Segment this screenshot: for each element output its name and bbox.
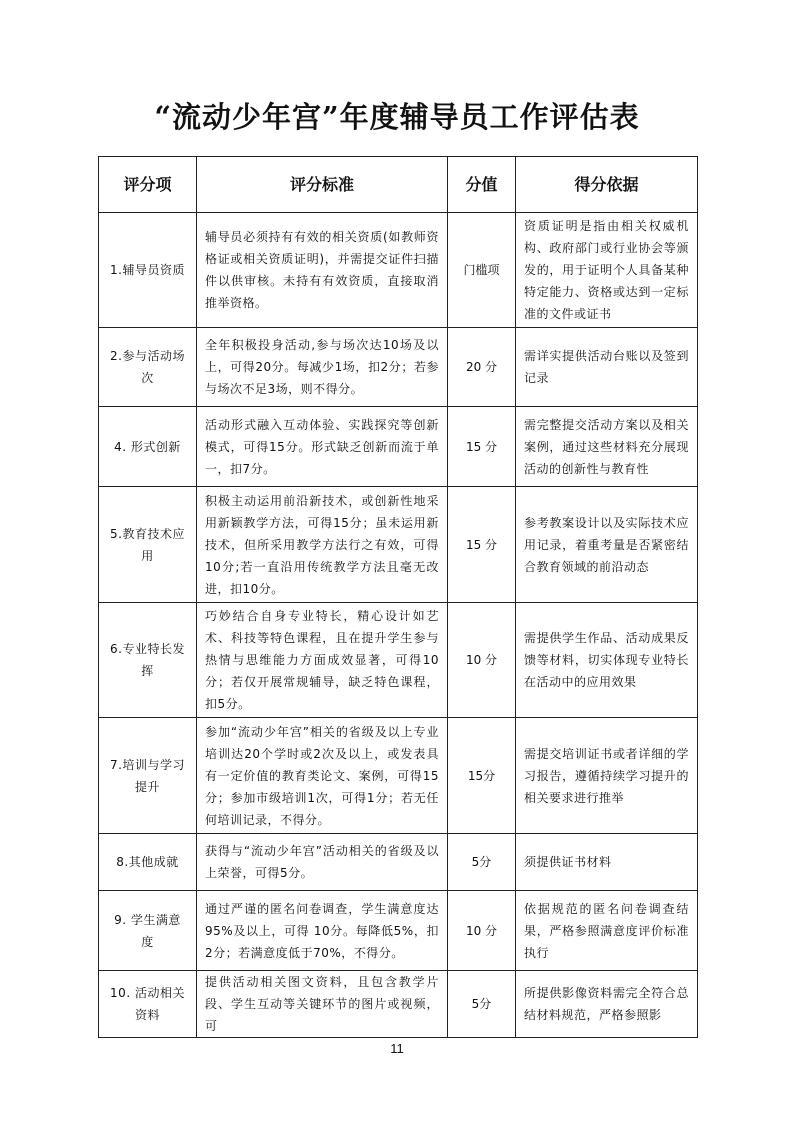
row-basis: 需提供学生作品、活动成果反馈等材料，切实体现专业特长在活动中的应用效果: [516, 603, 698, 718]
row-basis: 所提供影像资料需完全符合总结材料规范，严格参照影: [516, 971, 698, 1038]
row-item: 1.辅导员资质: [99, 213, 197, 328]
row-basis: 资质证明是指由相关权威机构、政府部门或行业协会等颁发的，用于证明个人具备某种特定能力、资格或达到一定标准的文件或证书: [516, 213, 698, 328]
row-basis: 依据规范的匿名问卷调查结果，严格参照满意度评价标准执行: [516, 891, 698, 971]
row-score: 5分: [448, 971, 516, 1038]
row-score: 15 分: [448, 407, 516, 487]
row-standard: 辅导员必须持有有效的相关资质(如教师资格证或相关资质证明)，并需提交证件扫描件以供审核。未持有有效资质，直接取消推举资格。: [197, 213, 448, 328]
row-item: 6.专业特长发挥: [99, 603, 197, 718]
row-standard: 全年积极投身活动,参与场次达10场及以上，可得20分。每减少1场，扣2分；若参与场次不足3场，则不得分。: [197, 328, 448, 407]
row-basis: 需提交培训证书或者详细的学习报告，遵循持续学习提升的相关要求进行推举: [516, 718, 698, 834]
row-score: 20 分: [448, 328, 516, 407]
row-basis: 需详实提供活动台账以及签到记录: [516, 328, 698, 407]
row-score: 10 分: [448, 603, 516, 718]
table-row: [99, 487, 698, 603]
row-score: 10 分: [448, 891, 516, 971]
row-score: 5分: [448, 834, 516, 891]
header-score: 分值: [448, 157, 516, 213]
row-item: 8.其他成就: [99, 834, 197, 891]
row-standard: 参加“流动少年宫”相关的省级及以上专业培训达20个学时或2次及以上，或发表具有一定价值的教育类论文、案例，可得15分；参加市级培训1次，可得1分；若无任何培训记录，不得分。: [197, 718, 448, 834]
row-item: 2.参与活动场次: [99, 328, 197, 407]
row-basis: 参考教案设计以及实际技术应用记录，着重考量是否紧密结合教育领域的前沿动态: [516, 487, 698, 603]
row-score: 15分: [448, 718, 516, 834]
header-basis: 得分依据: [516, 157, 698, 213]
row-standard: 获得与“流动少年宫”活动相关的省级及以上荣誉，可得5分。: [197, 834, 448, 891]
table-row: [99, 971, 698, 1038]
row-basis: 需完整提交活动方案以及相关案例，通过这些材料充分展现活动的创新性与教育性: [516, 407, 698, 487]
table-row: [99, 603, 698, 718]
row-basis: 须提供证书材料: [516, 834, 698, 891]
table-row: [99, 718, 698, 834]
row-item: 4. 形式创新: [99, 407, 197, 487]
row-standard: 通过严谨的匿名问卷调查，学生满意度达95%及以上，可得 10分。每降低5%，扣2分；若满意度低于70%，不得分。: [197, 891, 448, 971]
page-title: “流动少年宫”年度辅导员工作评估表: [154, 100, 640, 134]
table-row: [99, 891, 698, 971]
page-number: 11: [390, 1041, 404, 1056]
row-standard: 积极主动运用前沿新技术，或创新性地采用新颖教学方法，可得15分；虽未运用新技术，但所采用教学方法行之有效，可得10分;若一直沿用传统教学方法且毫无改进，扣10分。: [197, 487, 448, 603]
row-item: 9. 学生满意度: [99, 891, 197, 971]
row-score: 15 分: [448, 487, 516, 603]
header-item: 评分项: [99, 157, 197, 213]
row-item: 5.教育技术应用: [99, 487, 197, 603]
row-score: 门槛项: [448, 213, 516, 328]
table-header-row: [99, 157, 698, 213]
row-item: 10. 活动相关资料: [99, 971, 197, 1038]
table-row: [99, 407, 698, 487]
row-item: 7.培训与学习提升: [99, 718, 197, 834]
row-standard: 活动形式融入互动体验、实践探究等创新模式，可得15分。形式缺乏创新而流于单一，扣7分。: [197, 407, 448, 487]
header-standard: 评分标准: [197, 157, 448, 213]
row-standard: 巧妙结合自身专业特长，精心设计如艺术、科技等特色课程，且在提升学生参与热情与思维能力方面成效显著，可得10分；若仅开展常规辅导，缺乏特色课程，扣5分。: [197, 603, 448, 718]
evaluation-table: [98, 156, 698, 1038]
table-row: [99, 328, 698, 407]
row-standard: 提供活动相关图文资料，且包含教学片段、学生互动等关键环节的图片或视频，可: [197, 971, 448, 1038]
table-row: [99, 213, 698, 328]
table-row: [99, 834, 698, 891]
